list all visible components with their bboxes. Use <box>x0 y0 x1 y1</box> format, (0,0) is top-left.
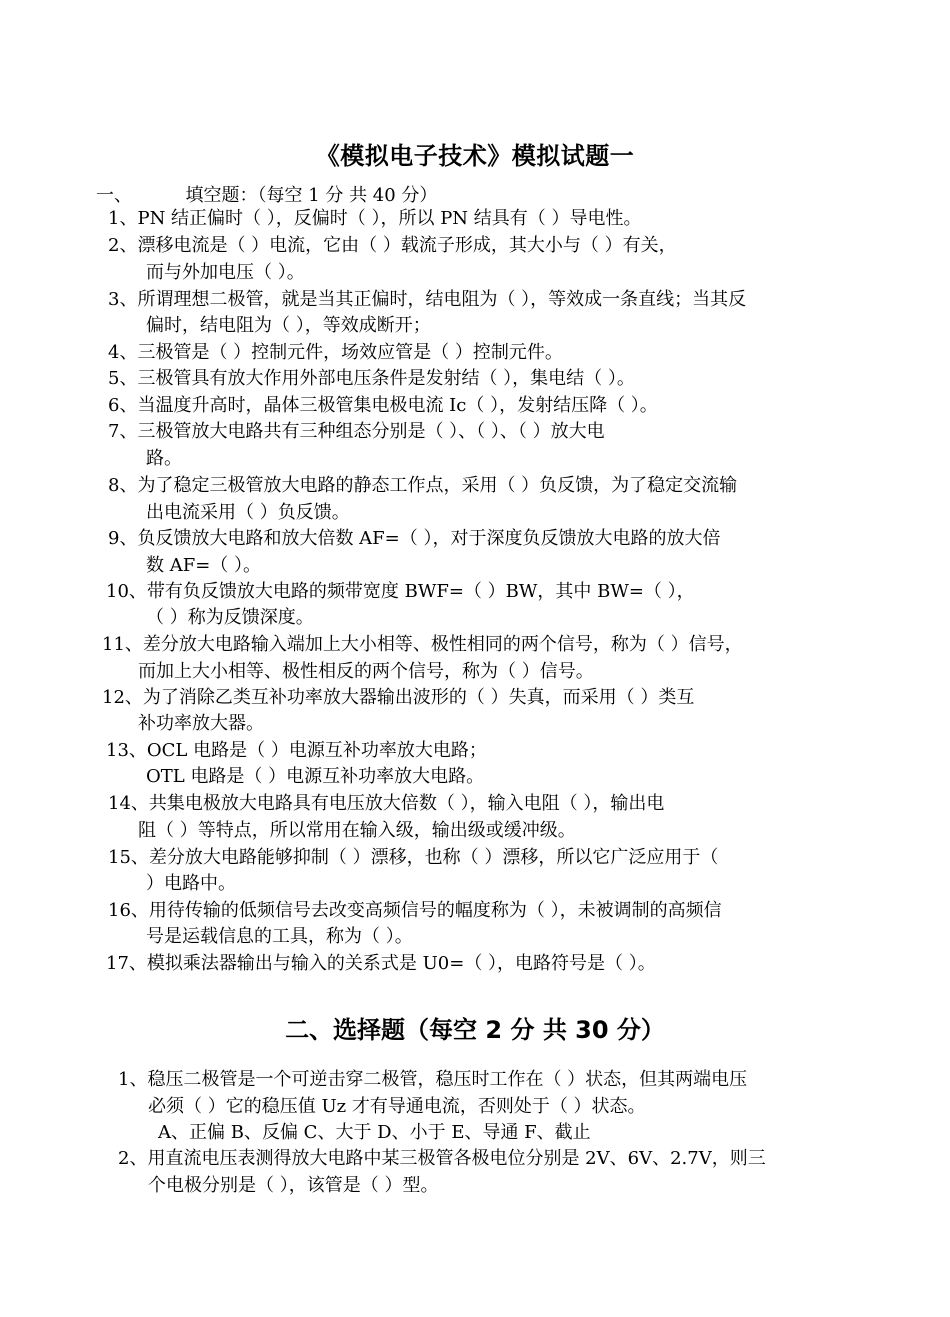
q1-16-line-1: 16、用待传输的低频信号去改变高频信号的幅度称为（ ），未被调制的高频信 <box>108 900 722 921</box>
section-1-number: 一、 <box>96 185 132 206</box>
q1-11-line-2: 而加上大小相等、极性相反的两个信号，称为（ ）信号。 <box>138 661 594 682</box>
q1-13-line-2: OTL 电路是（ ）电源互补功率放大电路。 <box>146 766 485 787</box>
q1-5-line-1: 5、三极管具有放大作用外部电压条件是发射结（ ），集电结（ ）。 <box>108 368 635 389</box>
q1-9-line-2: 数 AF=（ ）。 <box>146 555 262 576</box>
q2-2-line-2: 个电极分别是（ ），该管是（ ）型。 <box>148 1175 439 1196</box>
q1-13-line-1: 13、OCL 电路是（ ）电源互补功率放大电路； <box>106 740 487 761</box>
q1-6-line-1: 6、当温度升高时，晶体三极管集电极电流 Ic（ ），发射结压降（ ）。 <box>108 395 658 416</box>
page-title: 《模拟电子技术》模拟试题一 <box>315 142 635 170</box>
q1-14-line-2: 阻（ ）等特点，所以常用在输入级，输出级或缓冲级。 <box>138 820 576 841</box>
section-1-title: 填空题：（每空 1 分 共 40 分） <box>185 185 438 206</box>
q2-1-line-1: 1、稳压二极管是一个可逆击穿二极管，稳压时工作在（ ）状态，但其两端电压 <box>118 1069 748 1090</box>
q1-2-line-1: 2、漂移电流是（ ）电流，它由（ ）载流子形成，其大小与（ ）有关， <box>108 235 677 256</box>
q2-1-line-2: 必须（ ）它的稳压值 Uz 才有导通电流，否则处于（ ）状态。 <box>148 1096 646 1117</box>
q1-14-line-1: 14、共集电极放大电路具有电压放大倍数（ ），输入电阻（ ），输出电 <box>108 793 665 814</box>
q2-1-options: A、正偏 B、反偏 C、大于 D、小于 E、导通 F、截止 <box>158 1122 591 1143</box>
q1-15-line-1: 15、差分放大电路能够抑制（ ）漂移，也称（ ）漂移，所以它广泛应用于（ <box>108 847 719 868</box>
q1-12-line-2: 补功率放大器。 <box>138 713 264 734</box>
q1-11-line-1: 11、差分放大电路输入端加上大小相等、极性相同的两个信号，称为（ ）信号， <box>102 634 743 655</box>
q1-17-line-1: 17、模拟乘法器输出与输入的关系式是 U0=（ ），电路符号是（ ）。 <box>106 953 656 974</box>
section-1-heading <box>96 181 437 207</box>
q1-3-line-1: 3、所谓理想二极管，就是当其正偏时，结电阻为（ ），等效成一条直线；当其反 <box>108 289 747 310</box>
q1-16-line-2: 号是运载信息的工具，称为（ ）。 <box>146 926 413 947</box>
q1-7-line-1: 7、三极管放大电路共有三种组态分别是（ ）、（ ）、（ ）放大电 <box>108 421 605 442</box>
q1-3-line-2: 偏时，结电阻为（ ），等效成断开； <box>146 315 431 336</box>
q1-4-line-1: 4、三极管是（ ）控制元件，场效应管是（ ）控制元件。 <box>108 342 563 363</box>
q1-1-line-1: 1、PN 结正偏时（ ），反偏时（ ），所以 PN 结具有（ ）导电性。 <box>108 208 642 229</box>
q1-9-line-1: 9、负反馈放大电路和放大倍数 AF=（ ），对于深度负反馈放大电路的放大倍 <box>108 528 721 549</box>
q1-8-line-2: 出电流采用（ ）负反馈。 <box>146 502 350 523</box>
q1-10-line-1: 10、带有负反馈放大电路的频带宽度 BWF=（ ）BW，其中 BW=（ ）， <box>106 581 695 602</box>
q2-2-line-1: 2、用直流电压表测得放大电路中某三极管各极电位分别是 2V、6V、2.7V，则三 <box>118 1148 766 1169</box>
q1-12-line-1: 12、为了消除乙类互补功率放大器输出波形的（ ）失真，而采用（ ）类互 <box>102 687 695 708</box>
q1-8-line-1: 8、为了稳定三极管放大电路的静态工作点，采用（ ）负反馈，为了稳定交流输 <box>108 475 738 496</box>
q1-10-line-2: （ ）称为反馈深度。 <box>146 607 314 628</box>
section-2-heading: 二、选择题（每空 2 分 共 30 分） <box>285 1016 665 1044</box>
q1-7-line-2: 路。 <box>146 448 182 469</box>
q1-15-line-2: ）电路中。 <box>146 873 236 894</box>
q1-2-line-2: 而与外加电压（ ）。 <box>146 262 305 283</box>
